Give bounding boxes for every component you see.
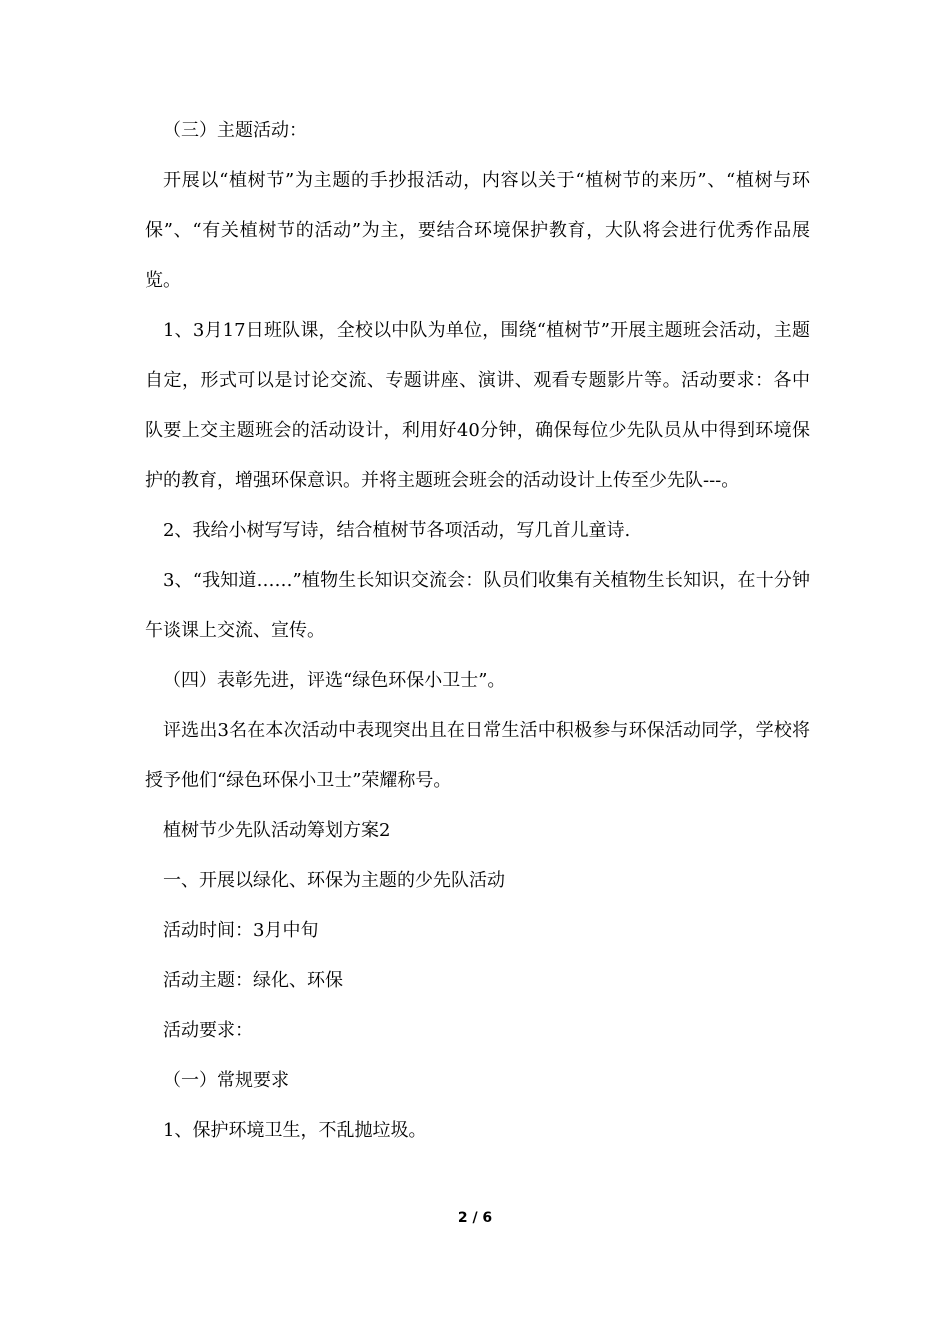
activity-theme: 活动主题：绿化、环保 (163, 970, 343, 991)
section-heading-activities: （三）主题活动： (163, 120, 307, 141)
section-heading-awards: （四）表彰先进，评选“绿色环保小卫士”。 (163, 670, 506, 691)
section-heading-routine-requirements: （一）常规要求 (163, 1070, 289, 1091)
page-number: 2 / 6 (457, 1210, 493, 1226)
paragraph-poems: 2、我给小树写写诗，结合植树节各项活动，写几首儿童诗. (163, 520, 631, 541)
paragraph-class-meeting: 1、3月17日班队课，全校以中队为单位，围绕“植树节”开展主题班会活动，主题自定，形式可以是讨论交流、专题讲座、演讲、观看专题影片等。活动要求：各中队要上交主题班会的活动设计，利用好40分钟，确保每位少先队员从中得到环境保护的教育，增强环保意识。并将主题班会班会的活动设计上传至少先队---。 (145, 320, 810, 491)
paragraph-award-selection: 评选出3名在本次活动中表现突出且在日常生活中积极参与环保活动同学，学校将授予他们“绿色环保小卫士”荣耀称号。 (145, 720, 810, 791)
requirement-item-1: 1、保护环境卫生，不乱抛垃圾。 (163, 1120, 427, 1141)
paragraph-handwritten-newspaper: 开展以“植树节”为主题的手抄报活动，内容以关于“植树节的来历”、“植树与环保”、“有关植树节的活动”为主，要结合环境保护教育，大队将会进行优秀作品展览。 (145, 170, 810, 291)
paragraph-knowledge-exchange: 3、“我知道……”植物生长知识交流会：队员们收集有关植物生长知识，在十分钟午谈课上交流、宣传。 (145, 570, 810, 641)
activity-time: 活动时间：3月中旬 (163, 920, 319, 941)
document-body (145, 106, 810, 1156)
activity-requirements: 活动要求： (163, 1020, 253, 1041)
section-heading-green-activities: 一、开展以绿化、环保为主题的少先队活动 (163, 870, 505, 891)
plan-title: 植树节少先队活动筹划方案2 (163, 820, 391, 841)
